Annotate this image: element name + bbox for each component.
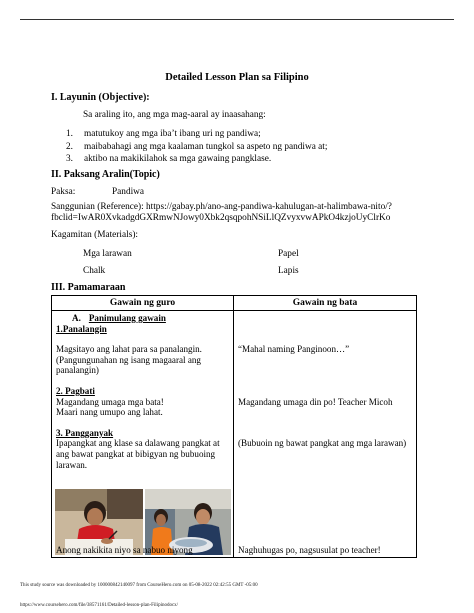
last-reply-text: Naghuhugas po, nagsusulat po teacher!	[238, 545, 381, 555]
pangganyak-title: 3. Pangganyak	[56, 427, 114, 438]
section-procedure-heading: III. Pamamaraan	[51, 282, 126, 293]
column-header-student: Gawain ng bata	[234, 296, 417, 311]
pangganyak-reply: (Bubuoin ng bawat pangkat ang mga larawan)	[238, 438, 407, 449]
panalangin-text: (Pangungunahan ng isang magaaral ang	[56, 354, 201, 365]
panalangin-text: Magsitayo ang lahat para sa panalangin.	[56, 344, 202, 355]
paksa-value: Pandiwa	[112, 187, 145, 197]
objective-intro: Sa araling ito, ang mga mag-aaral ay inaasahang:	[83, 110, 266, 120]
objective-item: 3. aktibo na makikilahok sa mga gawaing pangklase.	[66, 154, 272, 164]
pangganyak-text: ang bawat pangkat at bibigyan ng bubuoing	[56, 448, 216, 459]
teacher-activities-cell	[52, 311, 234, 558]
material-item: Mga larawan	[83, 249, 132, 259]
panalangin-title: 1.Panalangin	[56, 323, 107, 334]
footer-download-note: This study source was downloaded by 100000842140097 from CourseHero.com on 05-08-2022 02:42:55 GMT -05:00	[20, 583, 258, 588]
procedure-table	[51, 295, 417, 558]
section-topic-heading: II. Paksang Aralin(Topic)	[51, 169, 160, 180]
footer-url[interactable]: https://www.coursehero.com/file/38571161/Detailed-lesson-plan-Filipinodocx/	[20, 603, 179, 608]
reference-line-2: fbclid=IwAR0XvkadgdGXRmwNJowy0Xbk2qsqpohNSiLlQZvyxvwAPkO4kzjoUyClrKo	[51, 213, 391, 223]
column-header-teacher: Gawain ng guro	[52, 296, 234, 311]
material-item: Lapis	[278, 266, 299, 276]
reference-line-1: Sanggunian (Reference): https://gabay.ph/ano-ang-pandiwa-kahulugan-at-halimbawa-nito/?	[51, 202, 392, 212]
material-item: Papel	[278, 249, 299, 259]
paksa-label: Paksa:	[51, 187, 76, 197]
sub-section-a-title: Panimulang gawain	[88, 313, 166, 323]
student-activities-cell	[234, 311, 417, 558]
panalangin-text: panalangin)	[56, 365, 99, 376]
pagbati-reply: Magandang umaga din po! Teacher Micoh	[238, 396, 393, 407]
materials-label: Kagamitan (Materials):	[51, 230, 138, 240]
last-question-text: Anong nakikita niyo sa nabuo niyong	[56, 545, 193, 555]
document-title: Detailed Lesson Plan sa Filipino	[165, 72, 309, 83]
objective-list	[66, 128, 327, 166]
pangganyak-text: Ipapangkat ang klase sa dalawang pangkat at	[56, 438, 220, 449]
panalangin-reply: “Mahal naming Panginoon…”	[238, 344, 350, 354]
material-item: Chalk	[83, 266, 106, 276]
pagbati-text: Magandang umaga mga bata!	[56, 396, 164, 407]
pangganyak-text: larawan.	[56, 459, 88, 470]
pagbati-text: Maari nang umupo ang lahat.	[56, 407, 163, 418]
section-objective-heading: I. Layunin (Objective):	[51, 92, 150, 103]
top-rule	[20, 19, 454, 20]
objective-item: 2. maibabahagi ang mga kaalaman tungkol sa aspeto ng pandiwa at;	[66, 141, 328, 152]
sub-section-a: A. Panimulang gawain	[72, 313, 166, 323]
pagbati-title: 2. Pagbati	[56, 385, 95, 396]
objective-item: 1. matutukoy ang mga iba’t ibang uri ng pandiwa;	[66, 129, 261, 139]
